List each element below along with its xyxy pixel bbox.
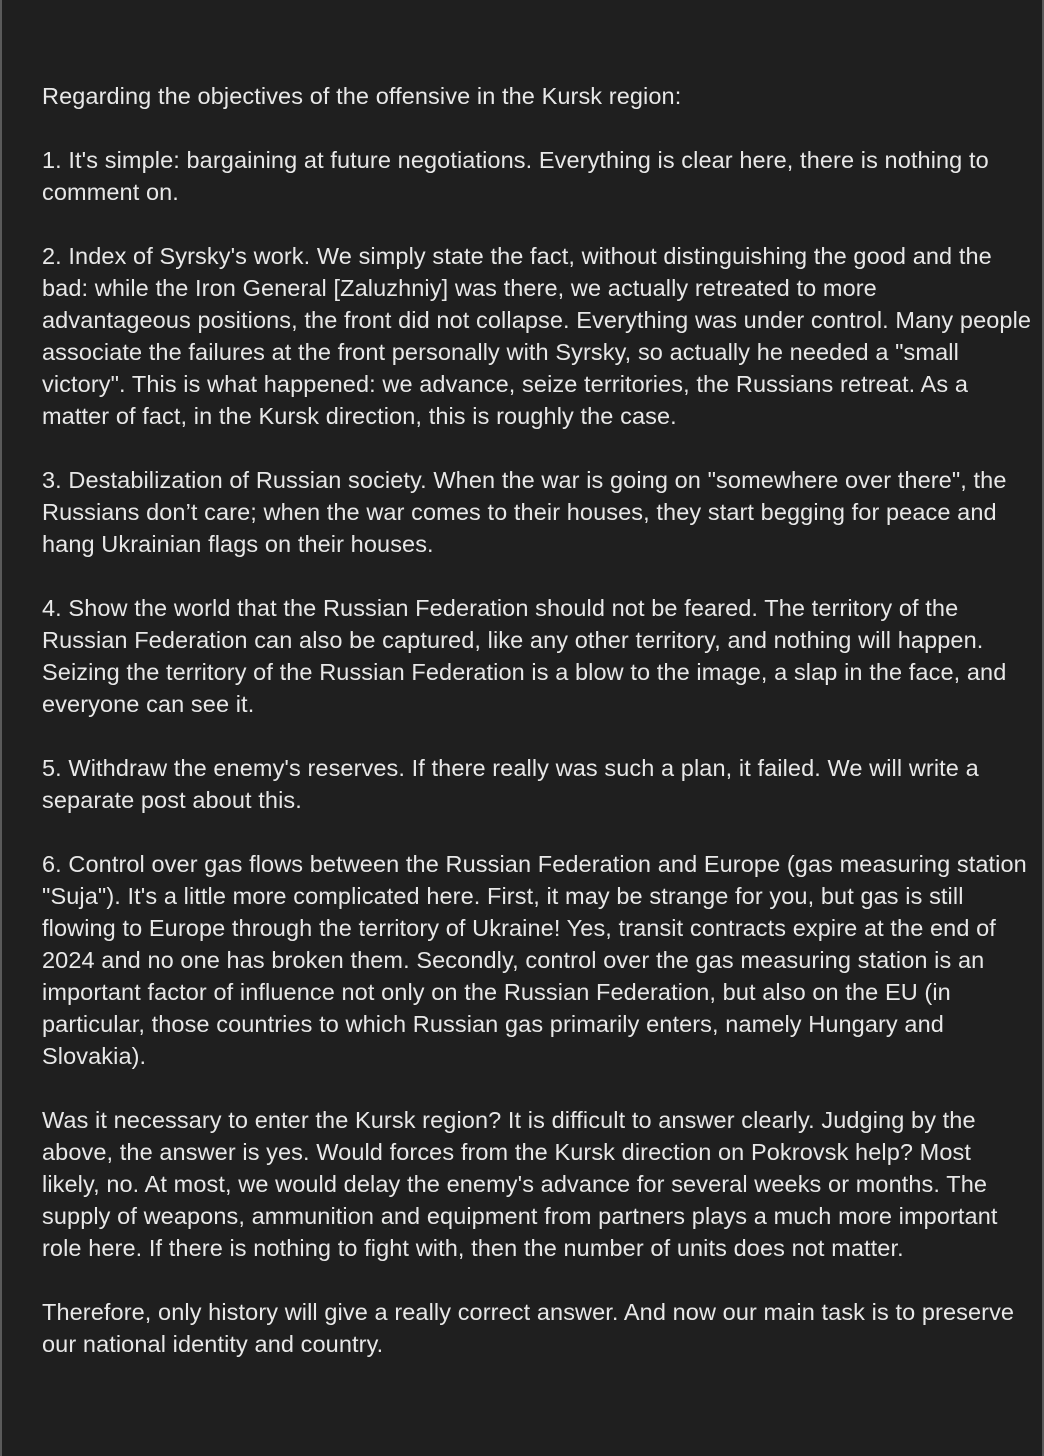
point-4-paragraph: 4. Show the world that the Russian Federation should not be feared. The territory of the Russian Federation can also be captured, like any other territory, and nothing will happen. Seizing the territory of the Russian Federation is a blow to the image, a slap in the face, and everyone can see it. [42, 595, 1007, 717]
question-paragraph: Was it necessary to enter the Kursk region? It is difficult to answer clearly. Judging by the above, the answer is yes. Would forces from the Kursk direction on Pokrovsk help? Most likely, no. At most, we would delay the enemy's advance for several weeks or months. The supply of weapons, ammunition and equipment from partners plays a much more important role here. If there is nothing to fight with, then the number of units does not matter. [42, 1107, 998, 1261]
point-5-paragraph: 5. Withdraw the enemy's reserves. If there really was such a plan, it failed. We will write a separate post about this. [42, 755, 979, 813]
point-1-paragraph: 1. It's simple: bargaining at future negotiations. Everything is clear here, there is nothing to comment on. [42, 147, 989, 205]
intro-paragraph: Regarding the objectives of the offensive in the Kursk region: [42, 83, 682, 109]
point-6-paragraph: 6. Control over gas flows between the Russian Federation and Europe (gas measuring station "Suja"). It's a little more complicated here. First, it may be strange for you, but gas is still flowing to Europe through the territory of Ukraine! Yes, transit contracts expire at the end of 2024 and no one has broken them. Secondly, control over the gas measuring station is an important factor of influence not only on the Russian Federation, but also on the EU (in particular, those countries to which Russian gas primarily enters, namely Hungary and Slovakia). [42, 851, 1027, 1069]
conclusion-paragraph: Therefore, only history will give a really correct answer. And now our main task is to preserve our national identity and country. [42, 1299, 1015, 1357]
document-body [42, 80, 1032, 1360]
point-3-paragraph: 3. Destabilization of Russian society. When the war is going on "somewhere over there", the Russians don’t care; when the war comes to their houses, they start begging for peace and hang Ukrainian flags on their houses. [42, 467, 1007, 557]
point-2-paragraph: 2. Index of Syrsky's work. We simply state the fact, without distinguishing the good and the bad: while the Iron General [Zaluzhniy] was there, we actually retreated to more advantageous positions, the front did not collapse. Everything was under control. Many people associate the failures at the front personally with Syrsky, so actually he needed a "small victory". This is what happened: we advance, seize territories, the Russians retreat. As a matter of fact, in the Kursk direction, this is roughly the case. [42, 243, 1032, 429]
